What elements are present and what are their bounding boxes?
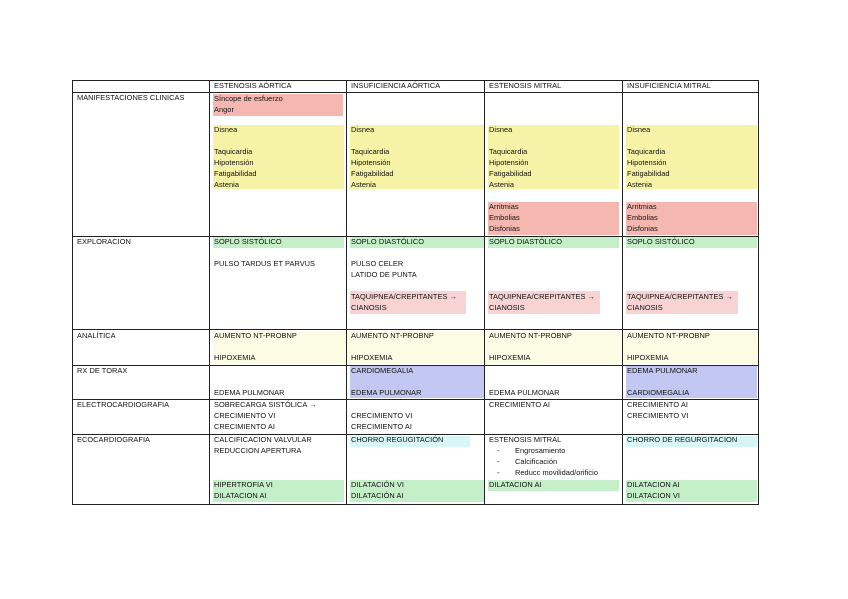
- em-dilatacion-ai: DILATACION AI: [489, 480, 542, 489]
- ia-chorro: CHORRO REGUGITACIÓN: [351, 435, 444, 444]
- em-disfonias: Disfonias: [489, 224, 520, 233]
- header-insuficiencia-mitral: INSUFICIENCIA MITRAL: [627, 81, 711, 90]
- em-bullet-dash: -: [497, 457, 500, 466]
- ea-soplo: SOPLO SISTÓLICO: [214, 237, 282, 246]
- im-cianosis: CIANOSIS: [627, 303, 663, 312]
- row-label-eco: ECOCARDIOGRAFIA: [77, 435, 151, 444]
- ea-fatigabilidad: Fatigabilidad: [214, 169, 257, 178]
- ia-soplo: SOPLO DIASTÓLICO: [351, 237, 425, 246]
- row-label-exploracion: EXPLORACION: [77, 237, 131, 246]
- im-disnea: Disnea: [627, 125, 651, 134]
- ea-astenia: Astenia: [214, 180, 240, 189]
- em-bullet-engrosamiento: Engrosamiento: [515, 446, 566, 455]
- im-edema: EDEMA PULMONAR: [627, 366, 698, 375]
- em-bullet-dash: -: [497, 468, 500, 477]
- ia-ntprobnp: AUMENTO NT-PROBNP: [351, 331, 434, 340]
- em-hipotension: Hipotensión: [489, 158, 529, 167]
- grid-line: [346, 80, 347, 504]
- valvulopathy-table: [72, 80, 758, 504]
- em-bullet-reduccion: Reducc movilidad/orificio: [515, 468, 598, 477]
- em-soplo: SOPLO DIASTÓLICO: [489, 237, 563, 246]
- ia-latido: LATIDO DE PUNTA: [351, 270, 417, 279]
- im-dilatacion-ai: DILATACION AI: [627, 480, 680, 489]
- ia-astenia: Astenia: [351, 180, 377, 189]
- im-embolias: Embolias: [627, 213, 658, 222]
- ia-fatigabilidad: Fatigabilidad: [351, 169, 394, 178]
- im-taquipnea: TAQUIPNEA/CREPITANTES →: [627, 292, 733, 301]
- im-hipoxemia: HIPOXEMIA: [627, 353, 669, 362]
- header-estenosis-aortica: ESTENOSIS AÓRTICA: [214, 81, 292, 90]
- ea-ntprobnp: AUMENTO NT-PROBNP: [214, 331, 297, 340]
- im-crec-ai: CRECIMIENTO AI: [627, 400, 688, 409]
- ia-hipotension: Hipotensión: [351, 158, 391, 167]
- im-fatigabilidad: Fatigabilidad: [627, 169, 670, 178]
- em-cianosis: CIANOSIS: [489, 303, 525, 312]
- row-label-manifestaciones: MANIFESTACIONES CLINICAS: [77, 93, 185, 102]
- ia-disnea: Disnea: [351, 125, 375, 134]
- row-label-rx: RX DE TORAX: [77, 366, 128, 375]
- em-astenia: Astenia: [489, 180, 515, 189]
- grid-line: [72, 329, 759, 330]
- grid-line: [209, 80, 210, 504]
- row-label-ecg: ELECTROCARDIOGRAFIA: [77, 400, 170, 409]
- em-bullet-dash: -: [497, 446, 500, 455]
- ia-dilatacion-vi: DILATACIÓN VI: [351, 480, 404, 489]
- em-fatigabilidad: Fatigabilidad: [489, 169, 532, 178]
- ea-sincope: Síncope de esfuerzo: [214, 94, 283, 103]
- grid-line: [758, 80, 759, 504]
- ia-crec-ai: CRECIMIENTO AI: [351, 422, 412, 431]
- header-insuficiencia-aortica: INSUFICIENCIA AÓRTICA: [351, 81, 441, 90]
- ea-hipertrofia: HIPERTROFIA VI: [214, 480, 273, 489]
- em-bullet-calcificacion: Calcificación: [515, 457, 558, 466]
- im-soplo: SOPLO SISTÓLICO: [627, 237, 695, 246]
- ea-edema: EDEMA PULMONAR: [214, 388, 285, 397]
- em-eco-title: ESTENOSIS MITRAL: [489, 435, 562, 444]
- ia-taquipnea: TAQUIPNEA/CREPITANTES →: [351, 292, 457, 301]
- em-edema: EDEMA PULMONAR: [489, 388, 560, 397]
- ia-pulso: PULSO CELER: [351, 259, 404, 268]
- em-taquipnea: TAQUIPNEA/CREPITANTES →: [489, 292, 595, 301]
- im-crec-vi: CRECIMIENTO VI: [627, 411, 689, 420]
- grid-line: [72, 80, 73, 504]
- em-crec-ai: CRECIMIENTO AI: [489, 400, 550, 409]
- im-arritmias: Arritmias: [627, 202, 657, 211]
- ea-crec-ai: CRECIMIENTO AI: [214, 422, 275, 431]
- ea-disnea: Disnea: [214, 125, 238, 134]
- im-hipotension: Hipotensión: [627, 158, 667, 167]
- ia-cardiomegalia: CARDIOMEGALIA: [351, 366, 414, 375]
- grid-line: [72, 504, 759, 505]
- em-arritmias: Arritmias: [489, 202, 519, 211]
- ea-hipotension: Hipotensión: [214, 158, 254, 167]
- ea-hipoxemia: HIPOXEMIA: [214, 353, 256, 362]
- im-dilatacion-vi: DILATACION VI: [627, 491, 680, 500]
- grid-line: [484, 80, 485, 504]
- ea-sobrecarga: SOBRECARGA SISTÓLICA →: [214, 400, 317, 409]
- ea-taquicardia: Taquicardia: [214, 147, 253, 156]
- ea-pulso: PULSO TARDUS ET PARVUS: [214, 259, 316, 268]
- ea-reduccion: REDUCCION APERTURA: [214, 446, 302, 455]
- im-disfonias: Disfonias: [627, 224, 658, 233]
- im-astenia: Astenia: [627, 180, 653, 189]
- ea-angor: Angor: [214, 105, 234, 114]
- ia-cianosis: CIANOSIS: [351, 303, 387, 312]
- ia-hipoxemia: HIPOXEMIA: [351, 353, 393, 362]
- em-embolias: Embolias: [489, 213, 520, 222]
- em-ntprobnp: AUMENTO NT-PROBNP: [489, 331, 572, 340]
- im-chorro: CHORRO DE REGURGITACION: [627, 435, 738, 444]
- ia-taquicardia: Taquicardia: [351, 147, 390, 156]
- ia-crec-vi: CRECIMIENTO VI: [351, 411, 413, 420]
- ia-edema: EDEMA PULMONAR: [351, 388, 422, 397]
- ea-dilatacion-ai: DILATACION AI: [214, 491, 267, 500]
- im-ntprobnp: AUMENTO NT-PROBNP: [627, 331, 710, 340]
- em-disnea: Disnea: [489, 125, 513, 134]
- em-taquicardia: Taquicardia: [489, 147, 528, 156]
- ea-calcificacion: CALCIFICACION VALVULAR: [214, 435, 312, 444]
- header-estenosis-mitral: ESTENOSIS MITRAL: [489, 81, 562, 90]
- row-label-analitica: ANALÍTICA: [77, 331, 116, 340]
- em-hipoxemia: HIPOXEMIA: [489, 353, 531, 362]
- ia-dilatacion-ai: DILATACIÓN AI: [351, 491, 404, 500]
- ea-crec-vi: CRECIMIENTO VI: [214, 411, 276, 420]
- grid-line: [622, 80, 623, 504]
- im-cardiomegalia: CARDIOMEGALIA: [627, 388, 690, 397]
- im-taquicardia: Taquicardia: [627, 147, 666, 156]
